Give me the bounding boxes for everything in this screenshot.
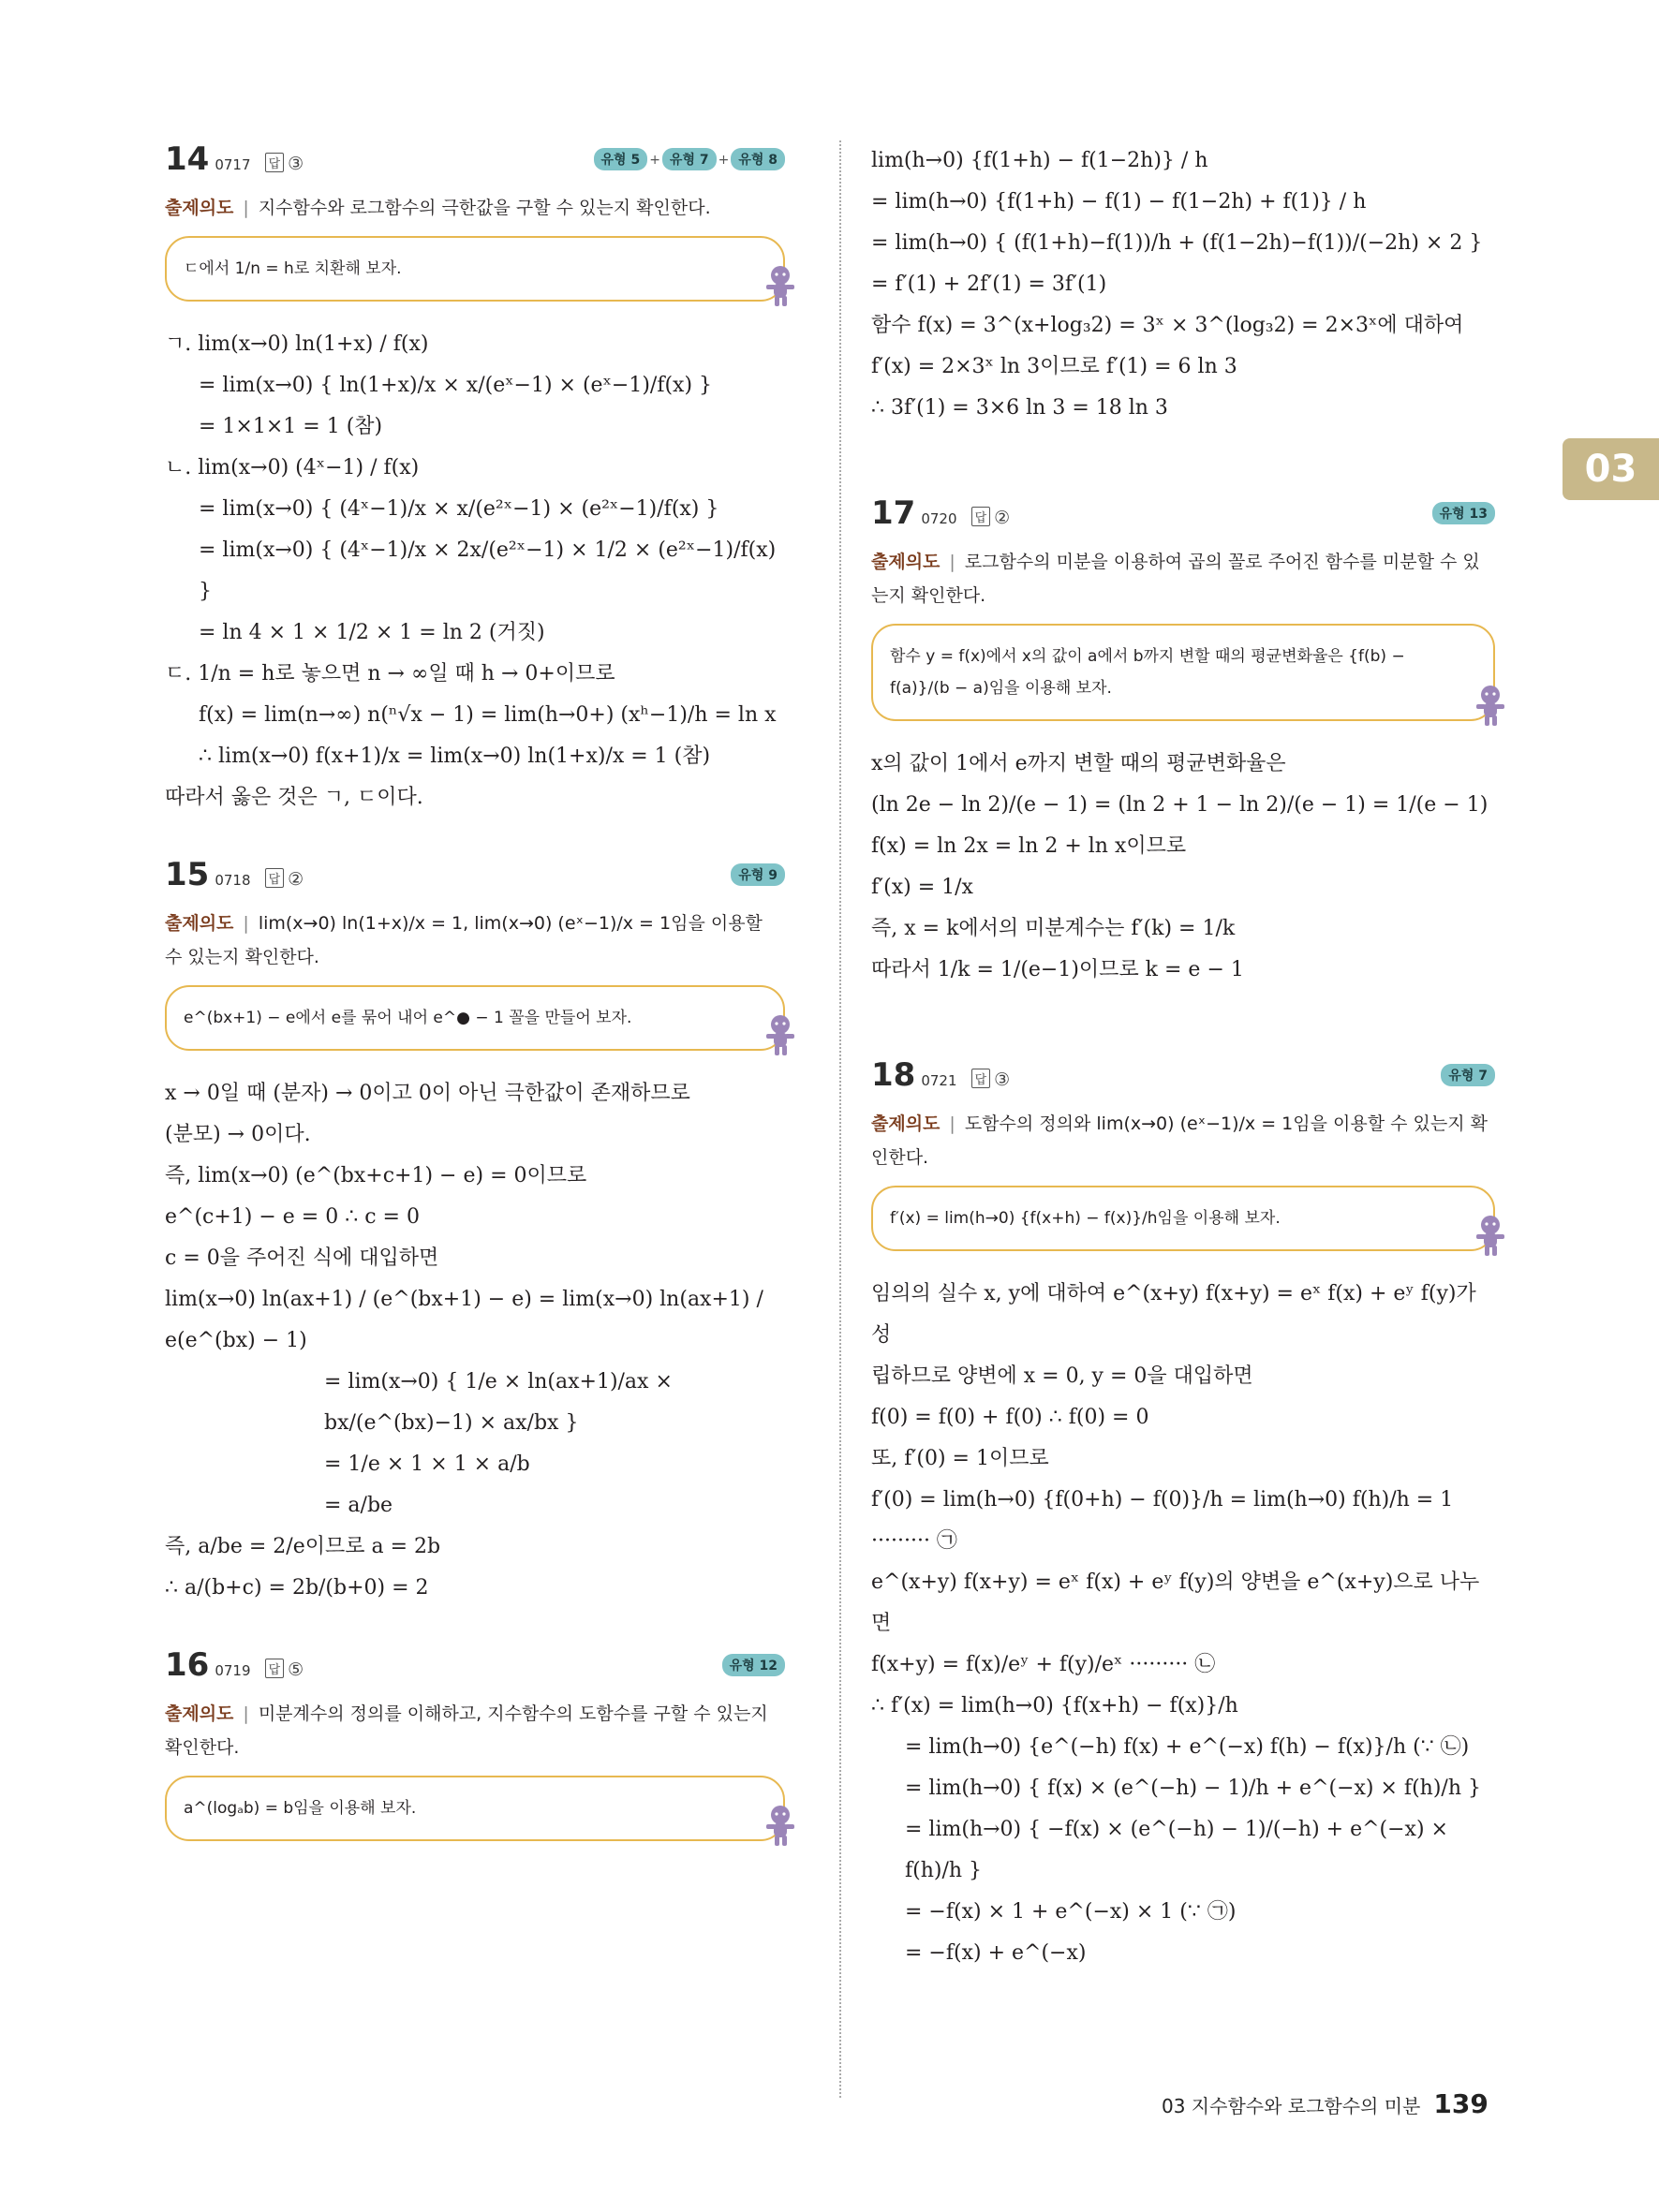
problem-code: 0720	[921, 510, 957, 527]
solution-line: ㄱ. lim(x→0) ln(1+x) / f(x)	[165, 332, 429, 356]
type-tags	[1432, 502, 1495, 524]
mascot-icon	[764, 1013, 796, 1056]
mascot-icon	[764, 1804, 796, 1847]
solution-line: = lim(x→0) { 1/e × ln(ax+1)/ax × bx/(e^(bx)−1) × ax/bx }	[324, 1370, 673, 1435]
solution	[871, 744, 1495, 991]
answer-label: 답	[971, 507, 991, 526]
answer-label: 답	[265, 153, 285, 172]
problem-17	[871, 494, 1495, 991]
hint-text: e^(bx+1) − e에서 e를 묶어 내어 e^● − 1 꼴을 만들어 보자.	[184, 1009, 632, 1027]
intent-label: 출제의도	[165, 198, 234, 218]
solution-line: f(0) = f(0) + f(0) ∴ f(0) = 0	[871, 1406, 1149, 1429]
solution-line: x의 값이 1에서 e까지 변할 때의 평균변화율은	[871, 752, 1286, 775]
solution-line: = lim(x→0) { (4ˣ−1)/x × 2x/(e²ˣ−1) × 1/2 × (e²ˣ−1)/f(x) }	[199, 538, 777, 603]
column-divider	[839, 140, 841, 2098]
type-tags	[722, 1654, 785, 1676]
problem-14	[165, 140, 785, 818]
solution-line: f(x) = lim(n→∞) n(ⁿ√x − 1) = lim(h→0+) (xʰ−1)/h = ln x	[199, 703, 777, 727]
problem-number: 14	[165, 140, 210, 178]
solution-line: ㄷ. 1/n = h로 놓으면 n → ∞일 때 h → 0+이므로	[165, 662, 615, 686]
solution-line: ∴ f′(x) = lim(h→0) {f(x+h) − f(x)}/h	[871, 1694, 1238, 1718]
hint-text: a^(logₐb) = b임을 이용해 보자.	[184, 1799, 417, 1818]
solution-line: 따라서 1/k = 1/(e−1)이므로 k = e − 1	[871, 958, 1244, 981]
type-tag: 유형 8	[731, 148, 785, 170]
answer	[265, 1659, 304, 1680]
answer	[971, 1069, 1011, 1090]
solution-line: 또, f′(0) = 1이므로	[871, 1447, 1049, 1470]
intent-text: 도함수의 정의와 lim(x→0) (eˣ−1)/x = 1임을 이용할 수 있는지 확인한다.	[871, 1113, 1488, 1168]
solution-line: f′(x) = 2×3ˣ ln 3이므로 f′(1) = 6 ln 3	[871, 355, 1237, 378]
intent-line: 출제의도 | 지수함수와 로그함수의 극한값을 구할 수 있는지 확인한다.	[165, 198, 711, 218]
problem-code: 0718	[215, 872, 251, 889]
hint-box	[165, 985, 785, 1051]
problem-header	[871, 1056, 1495, 1101]
answer	[265, 154, 304, 174]
solution-line: f′(0) = lim(h→0) {f(0+h) − f(0)}/h = lim(h→0) f(h)/h = 1 ········· ㉠	[871, 1488, 1454, 1553]
page-footer	[1162, 2088, 1489, 2119]
hint-box	[871, 1186, 1495, 1251]
problem-header	[871, 494, 1495, 539]
problem-15	[165, 856, 785, 1609]
solution-line: = lim(h→0) { (f(1+h)−f(1))/h + (f(1−2h)−f(1))/(−2h) × 2 }	[871, 231, 1483, 255]
intent-text: lim(x→0) ln(1+x)/x = 1, lim(x→0) (eˣ−1)/x = 1임을 이용할 수 있는지 확인한다.	[165, 913, 763, 967]
answer-label: 답	[971, 1069, 991, 1088]
chapter-side-tab: 03	[1563, 438, 1659, 500]
hint-text: 함수 y = f(x)에서 x의 값이 a에서 b까지 변할 때의 평균변화율은 {f(b) − f(a)}/(b − a)임을 이용해 보자.	[890, 647, 1405, 698]
solution-line: 따라서 옳은 것은 ㄱ, ㄷ이다.	[165, 786, 423, 809]
solution-line: lim(h→0) {f(1+h) − f(1−2h)} / h	[871, 149, 1208, 172]
answer-label: 답	[265, 868, 285, 888]
problem-code: 0719	[215, 1662, 251, 1679]
mascot-icon	[1474, 684, 1506, 727]
hint-text: f′(x) = lim(h→0) {f(x+h) − f(x)}/h임을 이용해 보자.	[890, 1209, 1281, 1228]
solution-line: = −f(x) + e^(−x)	[905, 1941, 1087, 1965]
type-tag: 유형 9	[731, 863, 785, 886]
answer-value: ③	[994, 1069, 1011, 1090]
answer-value: ②	[288, 869, 304, 890]
problem-18	[871, 1056, 1495, 1974]
solution-line: e^(x+y) f(x+y) = eˣ f(x) + eʸ f(y)의 양변을 e^(x+y)으로 나누면	[871, 1571, 1480, 1635]
right-column	[871, 140, 1495, 1974]
solution-line: 함수 f(x) = 3^(x+log₃2) = 3ˣ × 3^(log₃2) = 2×3ˣ에 대하여	[871, 314, 1464, 337]
answer-value: ⑤	[288, 1659, 304, 1680]
solution-line: ∴ 3f′(1) = 3×6 ln 3 = 18 ln 3	[871, 396, 1168, 420]
solution-line: 임의의 실수 x, y에 대하여 e^(x+y) f(x+y) = eˣ f(x) + eʸ f(y)가 성	[871, 1282, 1476, 1347]
solution-line: e^(c+1) − e = 0 ∴ c = 0	[165, 1205, 420, 1229]
answer	[265, 869, 304, 890]
solution-line: = ln 4 × 1 × 1/2 × 1 = ln 2 (거짓)	[199, 621, 545, 644]
intent-line: 출제의도 | 미분계수의 정의를 이해하고, 지수함수의 도함수를 구할 수 있는지 확인한다.	[165, 1703, 768, 1758]
solution-line: ㄴ. lim(x→0) (4ˣ−1) / f(x)	[165, 456, 420, 479]
intent-line: 출제의도 | 도함수의 정의와 lim(x→0) (eˣ−1)/x = 1임을 이용할 수 있는지 확인한다.	[871, 1113, 1488, 1168]
problem-code: 0717	[215, 156, 251, 173]
solution-line: = lim(x→0) { (4ˣ−1)/x × x/(e²ˣ−1) × (e²ˣ−1)/f(x) }	[199, 497, 719, 521]
solution	[871, 1274, 1495, 1974]
solution-line: = lim(h→0) {f(1+h) − f(1) − f(1−2h) + f(1)} / h	[871, 190, 1367, 214]
hint-text: ㄷ에서 1/n = h로 치환해 보자.	[184, 259, 402, 278]
solution-line: lim(x→0) ln(ax+1) / (e^(bx+1) − e) = lim(x→0) ln(ax+1) / e(e^(bx) − 1)	[165, 1288, 763, 1352]
solution-line: = lim(h→0) { −f(x) × (e^(−h) − 1)/(−h) + e^(−x) × f(h)/h }	[905, 1818, 1448, 1882]
solution-line: = a/be	[324, 1494, 393, 1517]
solution-line: 즉, x = k에서의 미분계수는 f′(k) = 1/k	[871, 917, 1236, 940]
answer	[971, 508, 1011, 528]
intent-text: 미분계수의 정의를 이해하고, 지수함수의 도함수를 구할 수 있는지 확인한다.	[165, 1703, 768, 1758]
solution-line: = 1/e × 1 × 1 × a/b	[324, 1453, 530, 1476]
solution-line: = 1×1×1 = 1 (참)	[199, 415, 383, 438]
type-tag: 유형 7	[662, 148, 717, 170]
solution-line: = lim(h→0) {e^(−h) f(x) + e^(−x) f(h) − f(x)}/h (∵ ㉡)	[905, 1735, 1470, 1759]
solution-line: 립하므로 양변에 x = 0, y = 0을 대입하면	[871, 1364, 1253, 1388]
solution	[165, 324, 785, 818]
solution-line: 즉, lim(x→0) (e^(bx+c+1) − e) = 0이므로	[165, 1164, 587, 1187]
solution-p16	[871, 140, 1495, 429]
type-tag: 유형 12	[722, 1654, 785, 1676]
page-number: 139	[1433, 2088, 1489, 2119]
answer-value: ②	[994, 508, 1011, 528]
solution-line: 즉, a/be = 2/e이므로 a = 2b	[165, 1535, 441, 1558]
solution-line: f(x) = ln 2x = ln 2 + ln x이므로	[871, 834, 1187, 858]
intent-label: 출제의도	[871, 552, 941, 572]
intent-label: 출제의도	[165, 1703, 234, 1724]
intent-line: 출제의도 | 로그함수의 미분을 이용하여 곱의 꼴로 주어진 함수를 미분할 수 있는지 확인한다.	[871, 552, 1480, 606]
solution	[165, 1073, 785, 1609]
type-tags: 유형 5 + 유형 7 + 유형 8	[594, 148, 785, 170]
solution-line: (분모) → 0이다.	[165, 1123, 311, 1146]
intent-label: 출제의도	[871, 1113, 941, 1134]
solution-line: ∴ lim(x→0) f(x+1)/x = lim(x→0) ln(1+x)/x = 1 (참)	[199, 745, 711, 768]
hint-box	[871, 624, 1495, 721]
solution-line: = lim(x→0) { ln(1+x)/x × x/(eˣ−1) × (eˣ−1)/f(x) }	[199, 374, 713, 397]
solution-line: = −f(x) × 1 + e^(−x) × 1 (∵ ㉠)	[905, 1900, 1237, 1924]
type-tag: 유형 7	[1441, 1064, 1495, 1086]
mascot-icon	[764, 264, 796, 307]
hint-box	[165, 1776, 785, 1841]
problem-header	[165, 140, 785, 185]
intent-label: 출제의도	[165, 913, 234, 934]
solution-line: x → 0일 때 (분자) → 0이고 0이 아닌 극한값이 존재하므로	[165, 1082, 690, 1105]
solution-line: f′(x) = 1/x	[871, 876, 973, 899]
solution-line: c = 0을 주어진 식에 대입하면	[165, 1246, 439, 1270]
problem-header	[165, 1646, 785, 1691]
left-column	[165, 140, 785, 1864]
answer-label: 답	[265, 1659, 285, 1678]
mascot-icon	[1474, 1214, 1506, 1257]
problem-number: 18	[871, 1056, 916, 1094]
type-tags	[1441, 1064, 1495, 1086]
problem-number: 17	[871, 494, 916, 532]
solution-line: f(x+y) = f(x)/eʸ + f(y)/eˣ ········· ㉡	[871, 1653, 1216, 1676]
hint-box	[165, 236, 785, 302]
problem-header	[165, 856, 785, 901]
solution-line: (ln 2e − ln 2)/(e − 1) = (ln 2 + 1 − ln 2)/(e − 1) = 1/(e − 1)	[871, 793, 1489, 817]
type-tags	[731, 863, 785, 886]
problem-number: 15	[165, 856, 210, 893]
intent-line: 출제의도 | lim(x→0) ln(1+x)/x = 1, lim(x→0) (eˣ−1)/x = 1임을 이용할 수 있는지 확인한다.	[165, 913, 763, 967]
problem-number: 16	[165, 1646, 210, 1684]
type-tag: 유형 5	[594, 148, 648, 170]
problem-code: 0721	[921, 1072, 957, 1089]
type-tag: 유형 13	[1432, 502, 1495, 524]
footer-chapter: 03 지수함수와 로그함수의 미분	[1162, 2095, 1421, 2117]
solution-line: = f′(1) + 2f′(1) = 3f′(1)	[871, 273, 1107, 296]
intent-text: 지수함수와 로그함수의 극한값을 구할 수 있는지 확인한다.	[258, 198, 711, 218]
solution-line: ∴ a/(b+c) = 2b/(b+0) = 2	[165, 1576, 429, 1600]
answer-value: ③	[288, 154, 304, 174]
problem-16	[165, 1646, 785, 1841]
solution-line: = lim(h→0) { f(x) × (e^(−h) − 1)/h + e^(−x) × f(h)/h }	[905, 1777, 1481, 1800]
intent-text: 로그함수의 미분을 이용하여 곱의 꼴로 주어진 함수를 미분할 수 있는지 확인한다.	[871, 552, 1480, 606]
